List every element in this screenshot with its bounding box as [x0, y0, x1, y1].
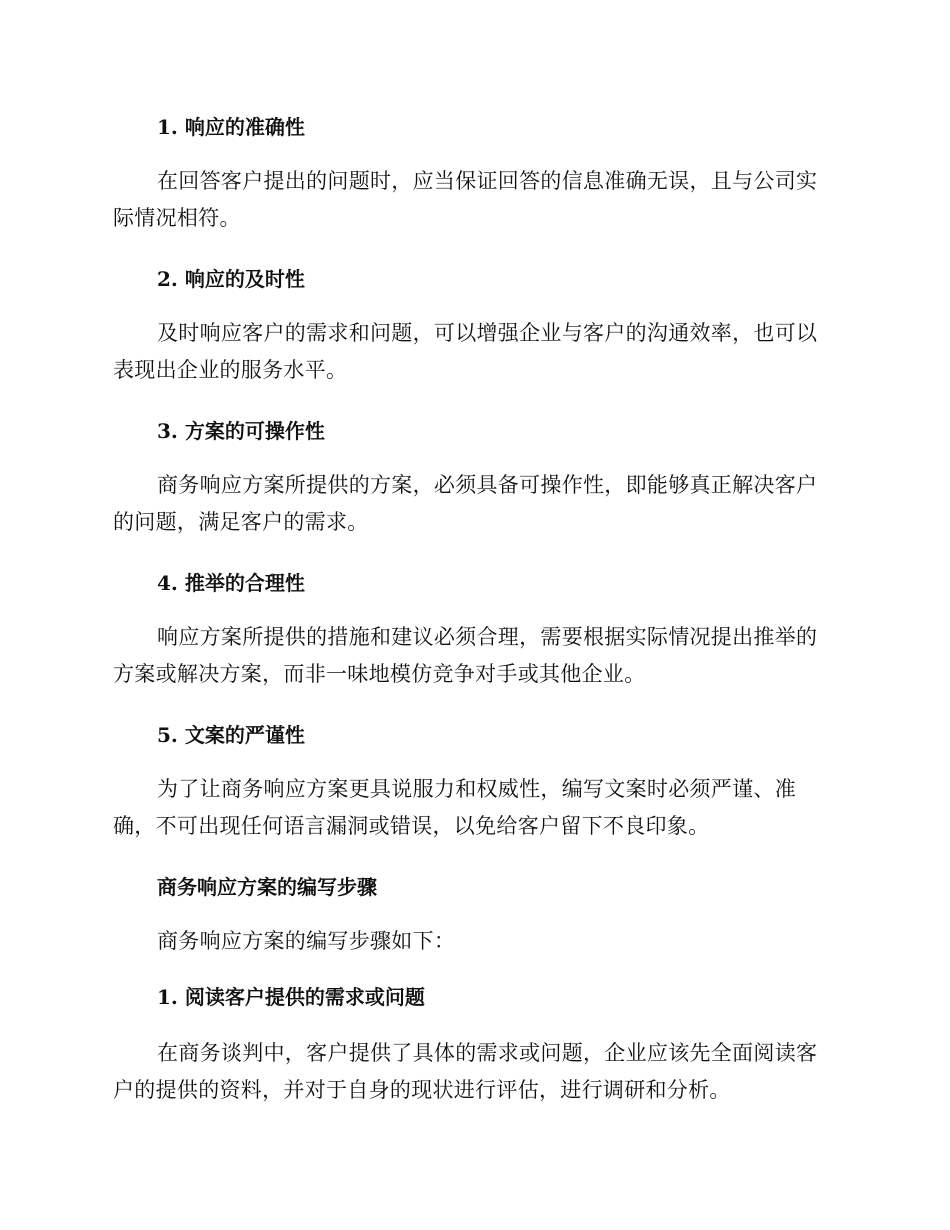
section-heading-read-requirements: 1. 阅读客户提供的需求或问题 [157, 985, 425, 1009]
paragraph-accuracy: 在回答客户提出的问题时，应当保证回答的信息准确无误，且与公司实际情况相符。 [113, 169, 818, 230]
section-heading-rigor: 5. 文案的严谨性 [157, 723, 305, 747]
section-heading-accuracy: 1. 响应的准确性 [157, 115, 305, 139]
section-heading-rationality: 4. 推举的合理性 [157, 571, 305, 595]
paragraph-timeliness: 及时响应客户的需求和问题，可以增强企业与客户的沟通效率，也可以表现出企业的服务水平。 [113, 321, 818, 382]
paragraph-read-requirements: 在商务谈判中，客户提供了具体的需求或问题，企业应该先全面阅读客户的提供的资料，并对于自身的现状进行评估，进行调研和分析。 [113, 1041, 818, 1102]
paragraph-writing-steps-intro: 商务响应方案的编写步骤如下： [157, 929, 456, 953]
section-heading-operability: 3. 方案的可操作性 [157, 419, 325, 443]
section-heading-writing-steps: 商务响应方案的编写步骤 [157, 875, 377, 899]
section-heading-timeliness: 2. 响应的及时性 [157, 267, 305, 291]
paragraph-rigor: 为了让商务响应方案更具说服力和权威性，编写文案时必须严谨、准确，不可出现任何语言漏洞或错误，以免给客户留下不良印象。 [113, 777, 796, 838]
paragraph-rationality: 响应方案所提供的措施和建议必须合理，需要根据实际情况提出推举的方案或解决方案，而非一味地模仿竞争对手或其他企业。 [113, 625, 818, 686]
paragraph-operability: 商务响应方案所提供的方案，必须具备可操作性，即能够真正解决客户的问题，满足客户的需求。 [113, 473, 818, 534]
